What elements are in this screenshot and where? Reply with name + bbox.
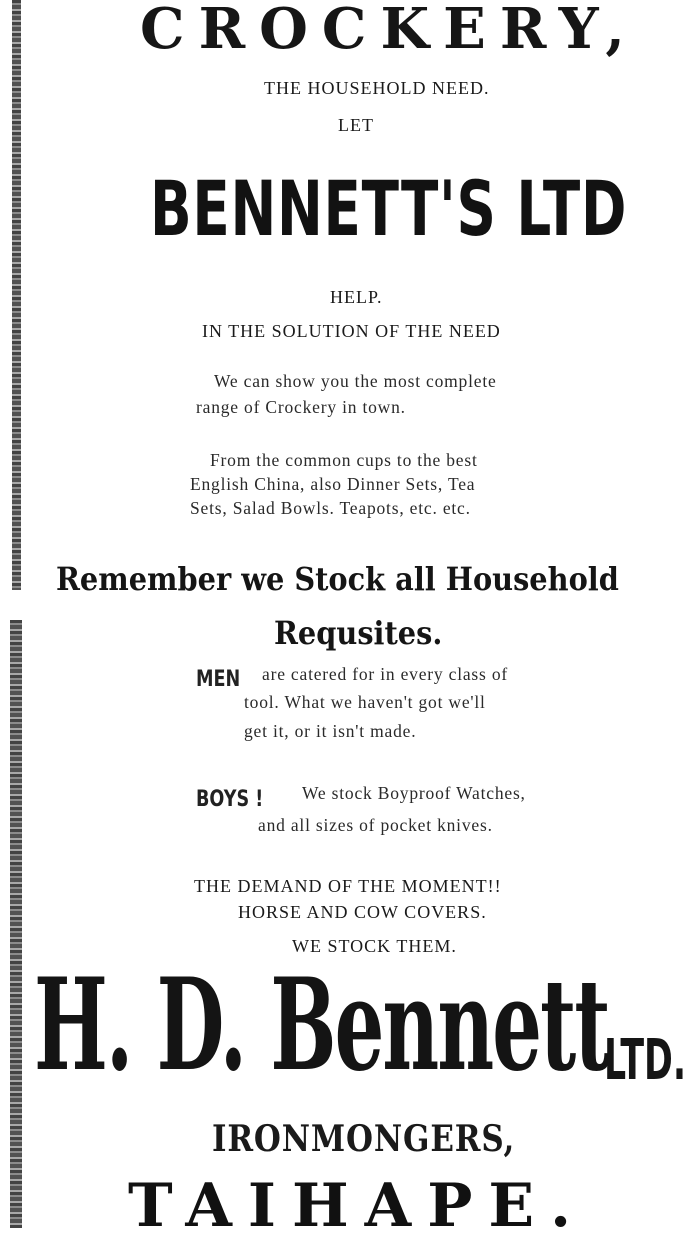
scan-edge-bottom [10,620,22,1228]
common-line-2: English China, also Dinner Sets, Tea [190,474,476,494]
demand-line-3: WE STOCK THEM. [292,936,457,956]
men-line-3: get it, or it isn't made. [244,721,417,741]
company-name: H. D. Bennett [34,951,609,1099]
subheadline: THE HOUSEHOLD NEED. [264,78,490,98]
trade-line: IRONMONGERS, [212,1118,516,1160]
solution-line: IN THE SOLUTION OF THE NEED [202,321,501,341]
remember-line-2: Requsites. [274,614,443,652]
show-line-1: We can show you the most complete [214,371,497,391]
demand-line-2: HORSE AND COW COVERS. [238,902,487,922]
company-suffix: LTD. [604,1028,687,1093]
remember-line-1: Remember we Stock all Household [56,560,619,598]
boys-lead: BOYS ! [196,787,264,812]
demand-line-1: THE DEMAND OF THE MOMENT!! [194,876,502,896]
let-word: LET [338,115,374,135]
scan-edge-top [12,0,21,590]
headline: CROCKERY, [140,0,639,62]
show-line-2: range of Crockery in town. [196,397,406,417]
brand-name: BENNETT'S LTD [150,164,628,253]
common-line-3: Sets, Salad Bowls. Teapots, etc. etc. [190,498,471,518]
men-lead: MEN [196,667,241,692]
men-line-2: tool. What we haven't got we'll [244,692,486,712]
men-line-1: are catered for in every class of [262,664,508,684]
help-line: HELP. [330,287,383,307]
boys-line-1: We stock Boyproof Watches, [302,783,526,803]
town-name: TAIHAPE. [128,1171,587,1241]
boys-line-2: and all sizes of pocket knives. [258,815,493,835]
common-line-1: From the common cups to the best [210,450,478,470]
